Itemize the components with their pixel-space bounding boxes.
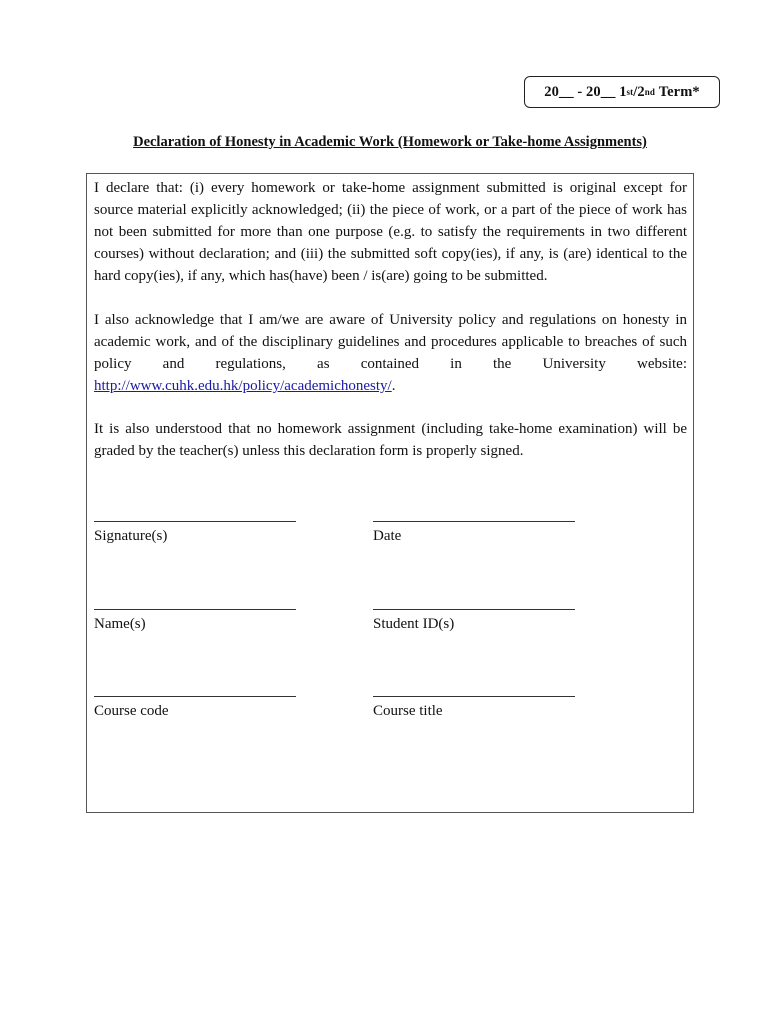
page-title: Declaration of Honesty in Academic Work (Homework or Take-home Assignments) (133, 134, 647, 150)
policy-link[interactable]: http://www.cuhk.edu.hk/policy/academichonesty/ (94, 378, 392, 394)
course-title-line[interactable] (373, 696, 575, 697)
term-slash: /2 (633, 83, 645, 100)
declaration-box (86, 173, 694, 813)
course-code-line[interactable] (94, 696, 296, 697)
signature-line[interactable] (94, 521, 296, 522)
declaration-paragraph: I declare that: (i) every homework or take-home assignment submitted is original except for source material explicitly acknowledged; (ii) the piece of work, or a part of the piece of work has not been submitted for more than one purpose (e.g. to satisfy the requirements in two different courses) without declaration; and (iii) the submitted soft copy(ies), if any, is (are) identical to the hard copy(ies), if any, which has(have) been / is(are) going to be submitted. (94, 180, 687, 284)
student-id-line[interactable] (373, 609, 575, 610)
grading-paragraph: It is also understood that no homework assignment (including take-home examination) will be graded by the teacher(s) unless this declaration form is properly signed. (94, 421, 687, 459)
term-first: 1 (619, 83, 627, 100)
acknowledgement-end: . (391, 378, 396, 394)
acknowledgement-paragraph (94, 309, 687, 397)
acknowledgement-text: I also acknowledge that I am/we are aware of University policy and regulations on honesty in academic work, and of the disciplinary guidelines and procedures applicable to breaches of such policy and regulations, as contained in the University website: (94, 312, 687, 372)
term-years: 20__ - 20__ (544, 83, 616, 100)
date-label: Date (373, 528, 402, 544)
term-suffix: Term* (658, 83, 700, 100)
date-line[interactable] (373, 521, 575, 522)
name-label: Name(s) (94, 616, 146, 632)
student-id-label: Student ID(s) (373, 616, 455, 632)
term-box: 20__ - 20__ 1 st /2 nd Term* (524, 76, 720, 108)
course-title-label: Course title (373, 703, 443, 719)
course-code-label: Course code (94, 703, 169, 719)
signature-label: Signature(s) (94, 528, 168, 544)
name-line[interactable] (94, 609, 296, 610)
